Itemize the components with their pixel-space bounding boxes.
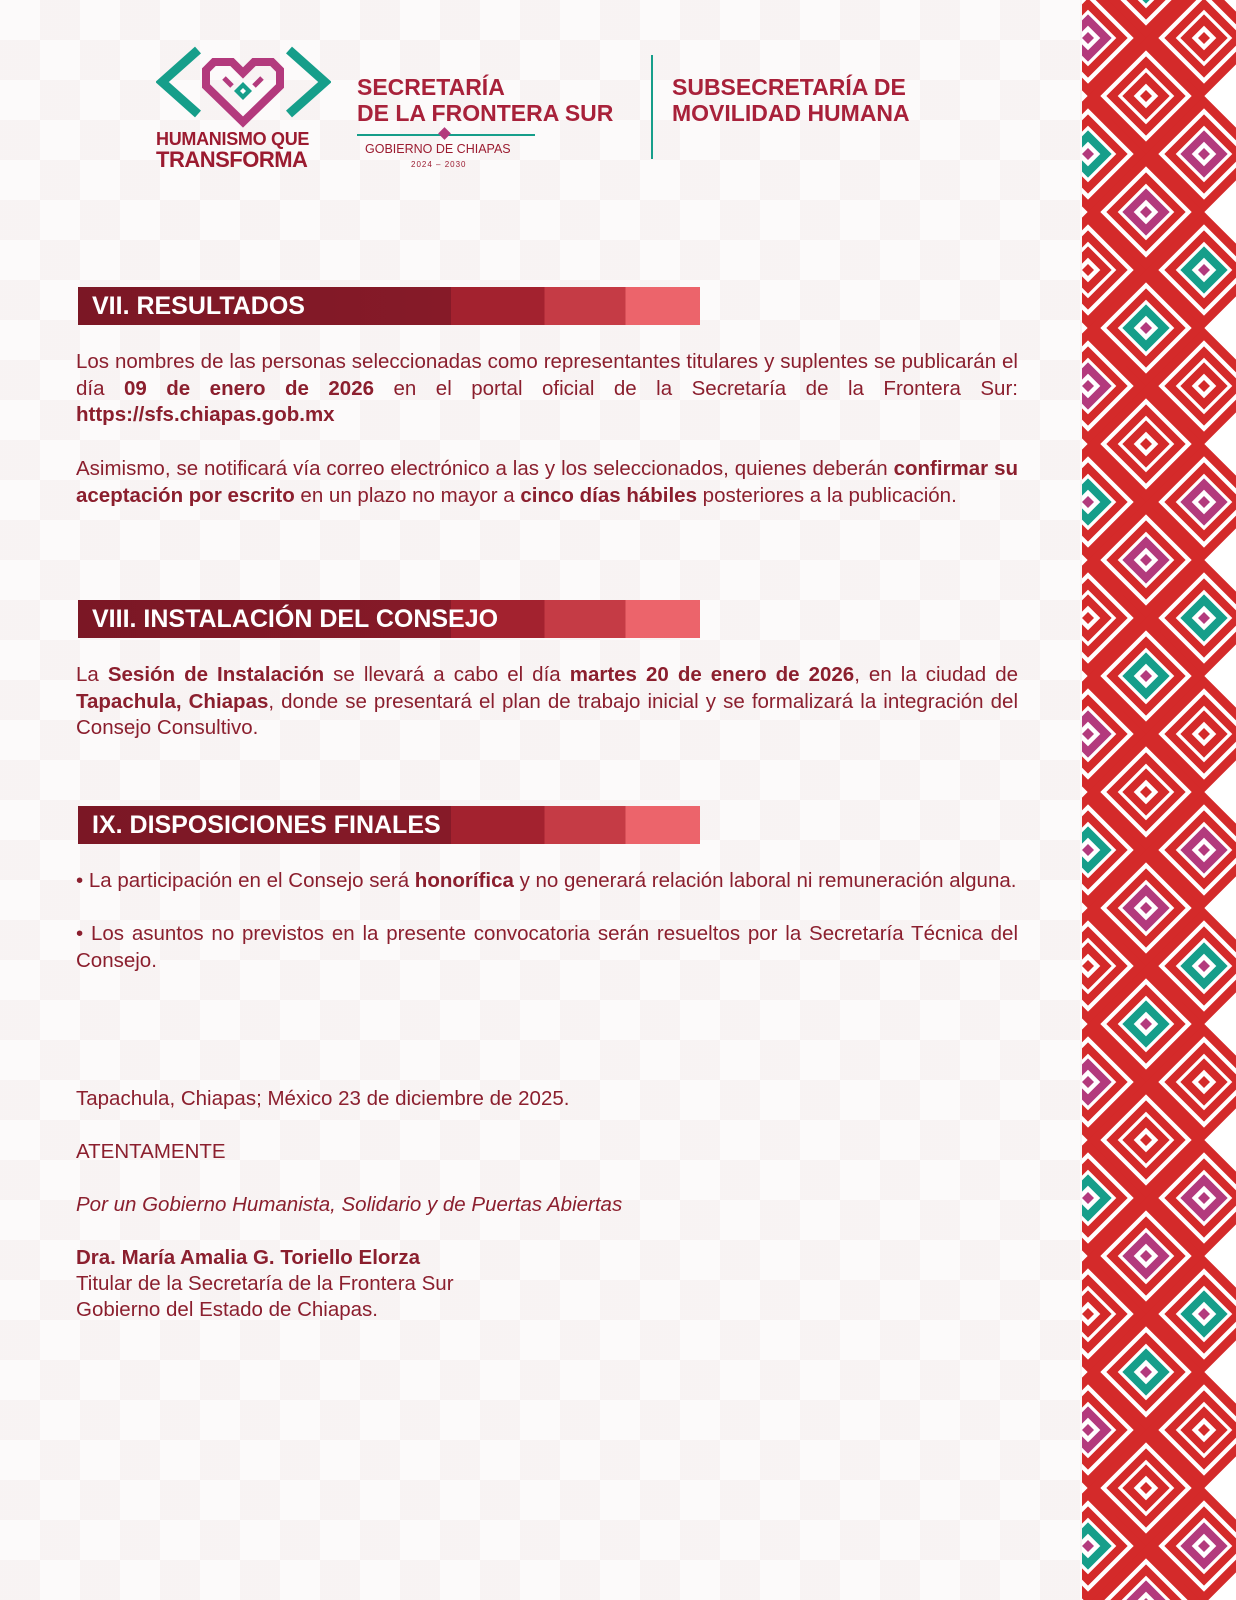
geometric-pattern-icon xyxy=(1082,0,1236,1600)
pattern-diamond xyxy=(1082,264,1094,276)
pattern-diamond xyxy=(1082,1192,1094,1204)
pattern-diamond xyxy=(1140,438,1152,450)
pattern-diamond xyxy=(1082,496,1094,508)
motto: Por un Gobierno Humanista, Solidario y de Puertas Abiertas xyxy=(76,1193,623,1216)
bold-run: martes 20 de enero de 2026 xyxy=(569,663,855,686)
section-title: VIII. INSTALACIÓN DEL CONSEJO xyxy=(92,605,499,633)
subsecretaria-line-2: MOVILIDAD HUMANA xyxy=(672,100,910,126)
disposiciones-bullet-2: • Los asuntos no previstos en la presente convocatoria serán resueltos por la Secretaría Técnica del Consejo. xyxy=(76,922,1018,972)
pattern-diamond xyxy=(1198,728,1210,740)
pattern-diamond xyxy=(1082,380,1094,392)
text-run: se llevará a cabo el día xyxy=(324,663,570,686)
instalacion-paragraph xyxy=(76,662,1018,742)
decorative-border xyxy=(1082,0,1236,1600)
text-run: , en la ciudad de xyxy=(854,663,1018,686)
section-title: IX. DISPOSICIONES FINALES xyxy=(92,811,441,839)
pattern-diamond xyxy=(1140,1134,1152,1146)
text-run: y no generará relación laboral ni remuneración alguna. xyxy=(513,869,1017,892)
pattern-diamond xyxy=(1198,1540,1210,1552)
pattern-diamond xyxy=(1198,960,1210,972)
pattern-diamond xyxy=(1082,148,1094,160)
text-run: en el portal oficial de la Secretaría de la Frontera Sur: xyxy=(374,376,1018,400)
section-header-disposiciones xyxy=(78,806,700,844)
secretaria-line-1: SECRETARÍA xyxy=(357,74,505,100)
bold-run: Tapachula, Chiapas xyxy=(76,689,269,713)
pattern-diamond xyxy=(1198,496,1210,508)
pattern-diamond xyxy=(1140,206,1152,218)
pattern-diamond xyxy=(1198,264,1210,276)
pattern-diamond xyxy=(1140,1018,1152,1030)
header-divider xyxy=(651,55,653,159)
text-run: , donde se presentará el plan de trabajo inicial y se formalizará la integración del Consejo Consultivo. xyxy=(76,689,1019,739)
secretaria-heading xyxy=(357,74,637,169)
subsecretaria-heading xyxy=(672,74,910,126)
signer-title: Titular de la Secretaría de la Frontera Sur xyxy=(76,1272,454,1295)
pattern-diamond xyxy=(1140,90,1152,102)
pattern-diamond xyxy=(1140,1482,1152,1494)
pattern-diamond xyxy=(1198,612,1210,624)
text-run: La xyxy=(76,663,108,686)
pattern-diamond xyxy=(1082,844,1094,856)
bold-run: Sesión de Instalación xyxy=(107,663,325,686)
text-run: en un plazo no mayor a xyxy=(294,483,521,507)
signer-organization: Gobierno del Estado de Chiapas. xyxy=(76,1298,379,1321)
text-run: Asimismo, se notificará vía correo electrónico a las y los seleccionados, quienes deberán xyxy=(76,457,894,480)
date-highlight: 09 de enero de 2026 xyxy=(123,376,375,400)
pattern-diamond xyxy=(1140,786,1152,798)
pattern-diamond xyxy=(1140,670,1152,682)
resultados-paragraph-1 xyxy=(76,349,1018,429)
logo-line-1: HUMANISMO QUE xyxy=(156,129,310,149)
pattern-diamond xyxy=(1140,902,1152,914)
subsecretaria-line-1: SUBSECRETARÍA DE xyxy=(672,74,906,100)
diamond-icon xyxy=(438,127,451,140)
bold-run: cinco días hábiles xyxy=(520,483,697,507)
place-date: Tapachula, Chiapas; México 23 de diciembre de 2025. xyxy=(76,1087,570,1110)
pattern-diamond xyxy=(1198,1308,1210,1320)
pattern-diamond xyxy=(1140,554,1152,566)
text-run: posteriores a la publicación. xyxy=(696,483,957,507)
pattern-diamond xyxy=(1082,1308,1094,1320)
pattern-diamond xyxy=(1082,1424,1094,1436)
logo-line-2: TRANSFORMA xyxy=(156,147,308,172)
resultados-paragraph-2 xyxy=(76,456,1018,509)
pattern-diamond xyxy=(1198,844,1210,856)
section-title: VII. RESULTADOS xyxy=(92,292,305,320)
pattern-diamond xyxy=(1082,960,1094,972)
text-run: • La participación en el Consejo será xyxy=(76,869,415,892)
secretaria-line-2: DE LA FRONTERA SUR xyxy=(357,100,614,126)
pattern-diamond xyxy=(1198,380,1210,392)
pattern-diamond xyxy=(1082,1540,1094,1552)
section-header-resultados xyxy=(78,287,700,325)
pattern-diamond xyxy=(1082,1076,1094,1088)
pattern-diamond xyxy=(1198,1076,1210,1088)
pattern-diamond xyxy=(1140,322,1152,334)
pattern-diamond xyxy=(1198,148,1210,160)
logo-text xyxy=(156,130,331,171)
years-label: 2024 – 2030 xyxy=(411,160,467,169)
pattern-diamond xyxy=(1082,728,1094,740)
pattern-diamond xyxy=(1082,32,1094,44)
gobierno-label: GOBIERNO DE CHIAPAS xyxy=(365,142,511,156)
section-header-instalacion xyxy=(78,600,700,638)
bold-run: honorífica xyxy=(414,869,514,892)
pattern-diamond xyxy=(1198,1424,1210,1436)
atentamente: ATENTAMENTE xyxy=(76,1140,226,1163)
pattern-diamond xyxy=(1198,32,1210,44)
pattern-diamond xyxy=(1140,1250,1152,1262)
portal-link[interactable]: https://sfs.chiapas.gob.mx xyxy=(76,403,335,426)
disposiciones-bullet-1 xyxy=(76,868,1018,895)
heart-logo-icon xyxy=(156,42,331,130)
text-run: Los nombres de las personas seleccionadas como representantes titulares y suplentes se publicarán el día xyxy=(76,350,1018,400)
pattern-diamond xyxy=(1140,1366,1152,1378)
pattern-diamond xyxy=(1082,612,1094,624)
pattern-diamond xyxy=(1198,1192,1210,1204)
signer-name: Dra. María Amalia G. Toriello Elorza xyxy=(76,1246,421,1269)
bold-run: confirmar su aceptación por escrito xyxy=(76,457,1019,507)
humanismo-logo xyxy=(156,42,331,172)
